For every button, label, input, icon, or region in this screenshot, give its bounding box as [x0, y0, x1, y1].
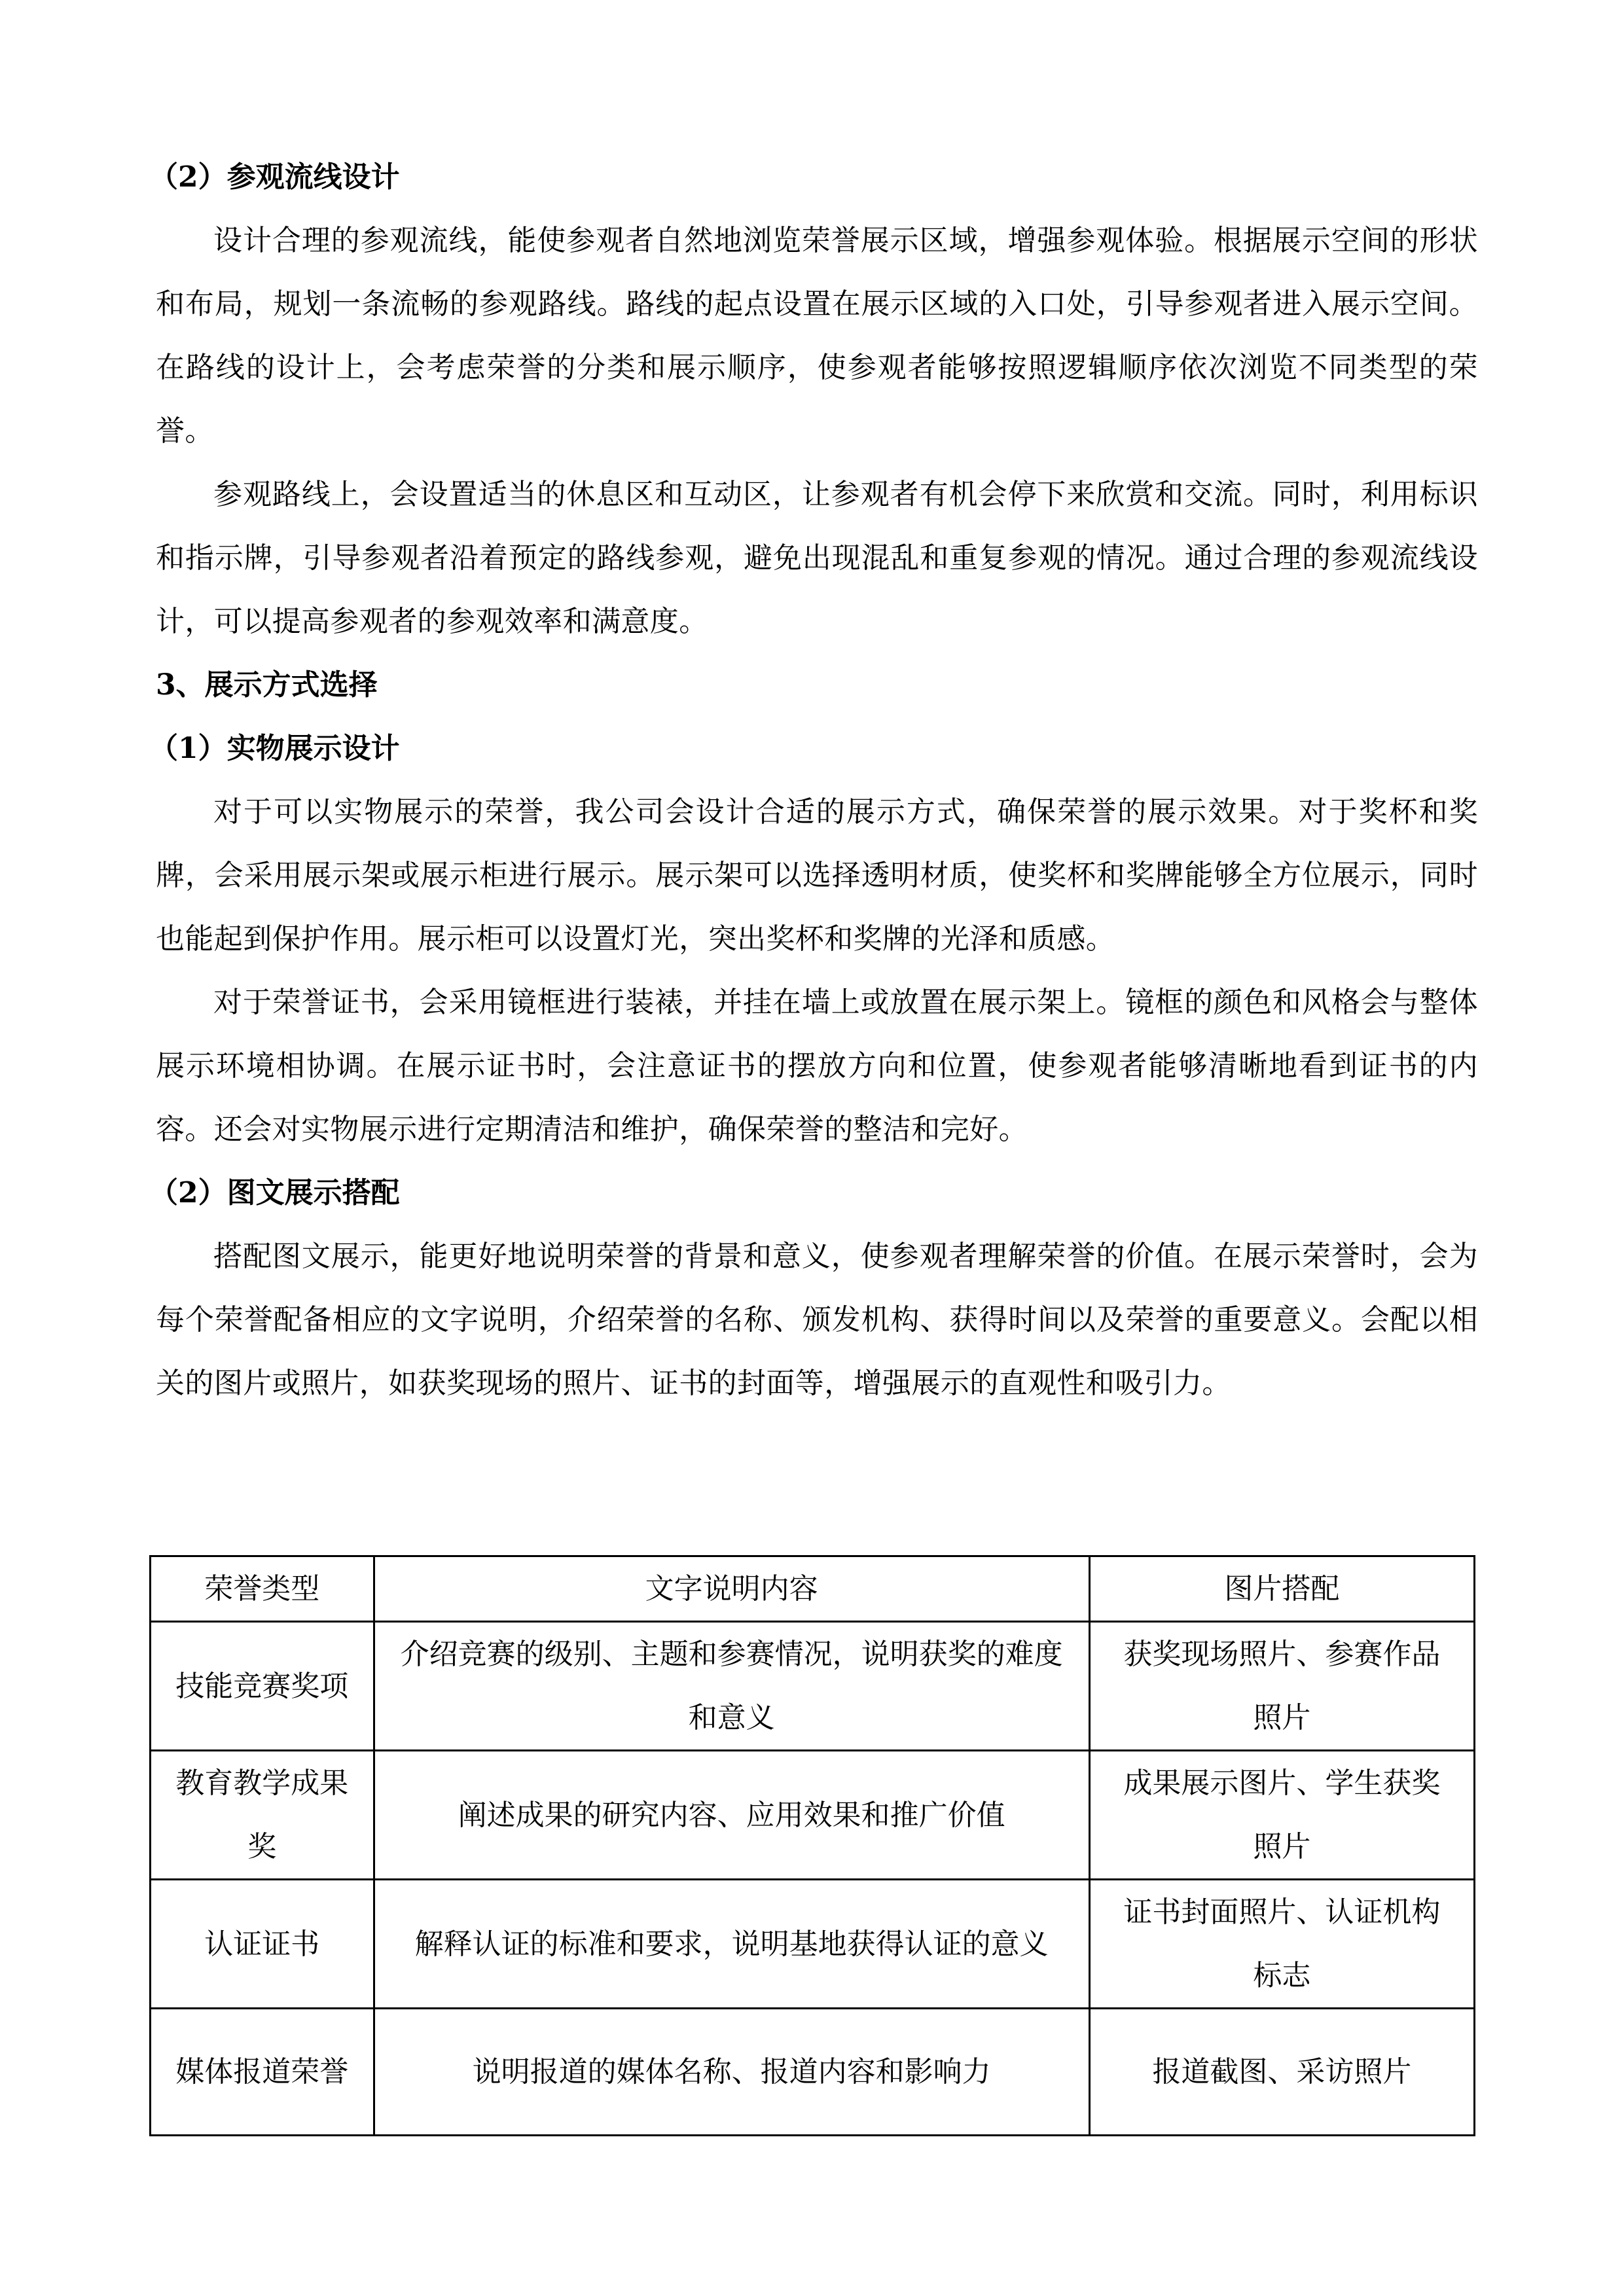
paragraph-image-text: 搭配图文展示，能更好地说明荣誉的背景和意义，使参观者理解荣誉的价值。在展示荣誉时，会为每个荣誉配备相应的文字说明，介绍荣誉的名称、颁发机构、获得时间以及荣誉的重要意义。会配以相关的图片或照片，如获奖现场的照片、证书的封面等，增强展示的直观性和吸引力。 [156, 1240, 1478, 1400]
cell-image-match: 报道截图、采访照片 [1089, 2009, 1474, 2136]
cell-honor-type: 教育教学成果奖 [151, 1751, 374, 1880]
table-row [151, 2009, 1475, 2136]
header-image-match: 图片搭配 [1089, 1556, 1474, 1622]
cell-text-content: 介绍竞赛的级别、主题和参赛情况，说明获奖的难度和意义 [374, 1622, 1089, 1751]
table-header-row [151, 1556, 1475, 1622]
subheading-visit-flow: （2）参观流线设计 [149, 160, 400, 194]
cell-text-content: 解释认证的标准和要求，说明基地获得认证的意义 [374, 1880, 1089, 2009]
cell-text-content: 说明报道的媒体名称、报道内容和影响力 [374, 2009, 1089, 2136]
honors-display-table [149, 1555, 1475, 2136]
document-body [149, 145, 1478, 1415]
paragraph-physical-display-2: 对于荣誉证书，会采用镜框进行装裱，并挂在墙上或放置在展示架上。镜框的颜色和风格会与整体展示环境相协调。在展示证书时，会注意证书的摆放方向和位置，使参观者能够清晰地看到证书的内容。还会对实物展示进行定期清洁和维护，确保荣誉的整洁和完好。 [156, 986, 1478, 1146]
section-heading-display-method: 3、展示方式选择 [156, 668, 378, 702]
cell-image-match: 获奖现场照片、参赛作品照片 [1089, 1622, 1474, 1751]
cell-honor-type: 认证证书 [151, 1880, 374, 2009]
paragraph-physical-display-1: 对于可以实物展示的荣誉，我公司会设计合适的展示方式，确保荣誉的展示效果。对于奖杯和奖牌，会采用展示架或展示柜进行展示。展示架可以选择透明材质，使奖杯和奖牌能够全方位展示，同时也能起到保护作用。展示柜可以设置灯光，突出奖杯和奖牌的光泽和质感。 [156, 795, 1478, 956]
table-row [151, 1751, 1475, 1880]
subheading-image-text: （2）图文展示搭配 [149, 1176, 400, 1210]
header-honor-type: 荣誉类型 [151, 1556, 374, 1622]
table-row [151, 1880, 1475, 2009]
cell-text-content: 阐述成果的研究内容、应用效果和推广价值 [374, 1751, 1089, 1880]
cell-image-match: 证书封面照片、认证机构标志 [1089, 1880, 1474, 2009]
cell-honor-type: 技能竞赛奖项 [151, 1622, 374, 1751]
subheading-physical-display: （1）实物展示设计 [149, 732, 400, 765]
paragraph-visit-flow-1: 设计合理的参观流线，能使参观者自然地浏览荣誉展示区域，增强参观体验。根据展示空间的形状和布局，规划一条流畅的参观路线。路线的起点设置在展示区域的入口处，引导参观者进入展示空间。在路线的设计上，会考虑荣誉的分类和展示顺序，使参观者能够按照逻辑顺序依次浏览不同类型的荣誉。 [156, 224, 1478, 448]
table-row [151, 1622, 1475, 1751]
paragraph-visit-flow-2: 参观路线上，会设置适当的休息区和互动区，让参观者有机会停下来欣赏和交流。同时，利用标识和指示牌，引导参观者沿着预定的路线参观，避免出现混乱和重复参观的情况。通过合理的参观流线设计，可以提高参观者的参观效率和满意度。 [156, 478, 1478, 638]
header-text-content: 文字说明内容 [374, 1556, 1089, 1622]
cell-honor-type: 媒体报道荣誉 [151, 2009, 374, 2136]
cell-image-match: 成果展示图片、学生获奖照片 [1089, 1751, 1474, 1880]
